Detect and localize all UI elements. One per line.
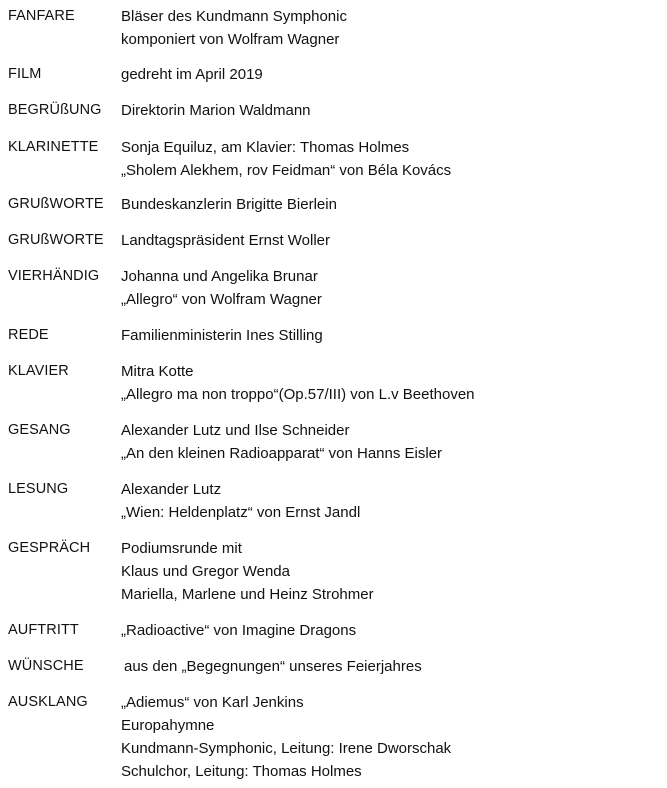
- entry-details: [121, 229, 661, 252]
- detail-line: Bläser des Kundmann Symphonic: [121, 8, 347, 25]
- entry-label: REDE: [8, 327, 49, 343]
- entry-details: [121, 419, 661, 465]
- detail-line: Klaus und Gregor Wenda: [121, 563, 290, 580]
- detail-line: Mariella, Marlene und Heinz Strohmer: [121, 586, 374, 603]
- entry-details: [121, 478, 661, 524]
- detail-line: komponiert von Wolfram Wagner: [121, 31, 340, 48]
- entry-label: GRUßWORTE: [8, 232, 104, 248]
- detail-line: Johanna und Angelika Brunar: [121, 268, 318, 285]
- entry-label: AUSKLANG: [8, 694, 88, 710]
- entry-details: [121, 619, 661, 642]
- entry-label: VIERHÄNDIG: [8, 268, 100, 284]
- detail-line: „Allegro ma non troppo“(Op.57/III) von L.v Beethoven: [121, 386, 475, 403]
- entry-details: [121, 360, 661, 406]
- detail-line: Schulchor, Leitung: Thomas Holmes: [121, 763, 362, 780]
- detail-line: aus den „Begegnungen“ unseres Feierjahres: [124, 658, 422, 675]
- detail-line: Landtagspräsident Ernst Woller: [121, 232, 331, 249]
- entry-details: [121, 136, 661, 182]
- entry-details: [121, 324, 661, 347]
- entry-label: GESPRÄCH: [8, 540, 91, 556]
- entry-details: [121, 265, 661, 311]
- entry-label: WÜNSCHE: [8, 658, 84, 674]
- detail-line: Kundmann-Symphonic, Leitung: Irene Dworschak: [121, 740, 452, 757]
- detail-line: Direktorin Marion Waldmann: [121, 102, 311, 119]
- detail-line: Sonja Equiluz, am Klavier: Thomas Holmes: [121, 139, 410, 156]
- detail-line: Europahymne: [121, 717, 215, 734]
- detail-line: Bundeskanzlerin Brigitte Bierlein: [121, 196, 337, 213]
- entry-details: [121, 99, 661, 122]
- detail-line: „An den kleinen Radioapparat“ von Hanns Eisler: [121, 445, 443, 462]
- entry-label: LESUNG: [8, 481, 69, 497]
- entry-details: [121, 63, 661, 86]
- detail-line: Familienministerin Ines Stilling: [121, 327, 323, 344]
- entry-label: GRUßWORTE: [8, 196, 104, 212]
- entry-details: [121, 5, 661, 51]
- entry-label: BEGRÜßUNG: [8, 102, 102, 118]
- detail-line: „Sholem Alekhem, rov Feidman“ von Béla Kovács: [121, 162, 452, 179]
- detail-line: Podiumsrunde mit: [121, 540, 242, 557]
- entry-label: GESANG: [8, 422, 71, 438]
- entry-label: AUFTRITT: [8, 622, 79, 638]
- entry-label: FILM: [8, 66, 42, 82]
- entry-details: [121, 537, 661, 606]
- detail-line: „Wien: Heldenplatz“ von Ernst Jandl: [121, 504, 361, 521]
- detail-line: „Allegro“ von Wolfram Wagner: [121, 291, 322, 308]
- entry-label: KLARINETTE: [8, 139, 99, 155]
- entry-details: [121, 655, 661, 678]
- entry-label: FANFARE: [8, 8, 75, 24]
- detail-line: gedreht im April 2019: [121, 66, 263, 83]
- entry-label: KLAVIER: [8, 363, 69, 379]
- detail-line: Alexander Lutz und Ilse Schneider: [121, 422, 350, 439]
- detail-line: Mitra Kotte: [121, 363, 194, 380]
- detail-line: Alexander Lutz: [121, 481, 222, 498]
- detail-line: „Radioactive“ von Imagine Dragons: [121, 622, 357, 639]
- entry-details: [121, 193, 661, 216]
- entry-details: [121, 691, 661, 783]
- detail-line: „Adiemus“ von Karl Jenkins: [121, 694, 304, 711]
